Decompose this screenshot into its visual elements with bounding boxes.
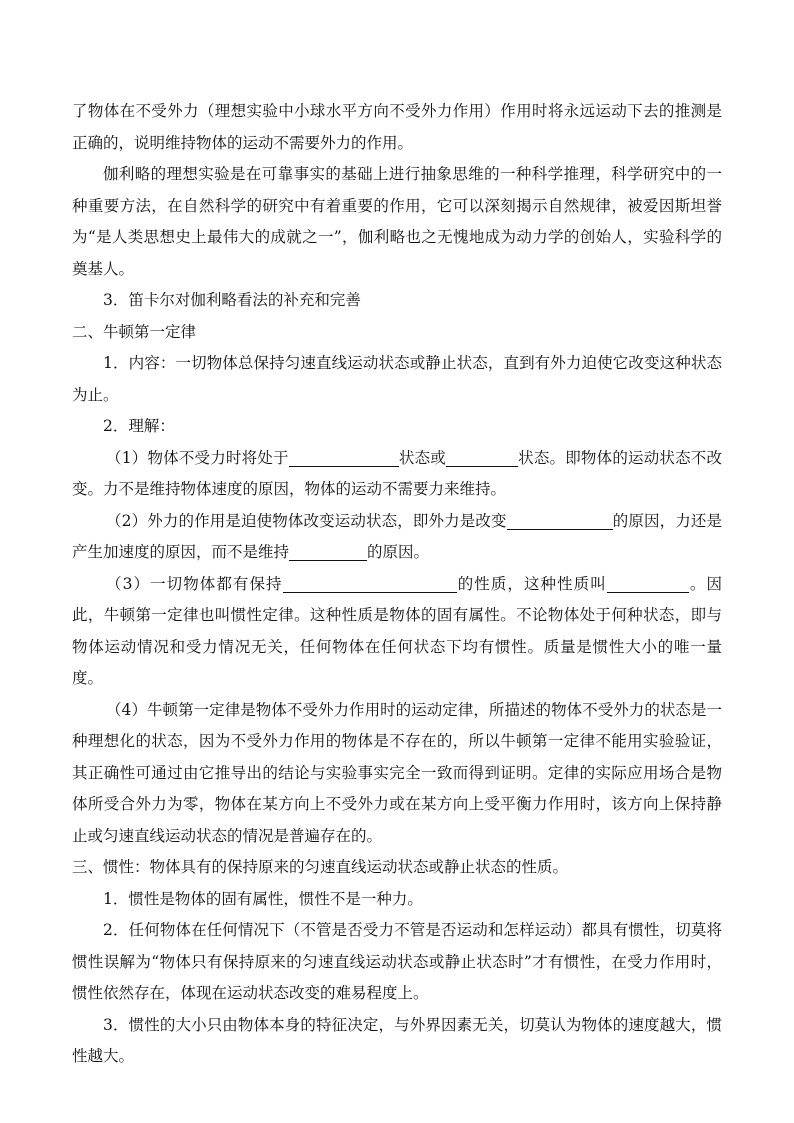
item-content: 1．内容：一切物体总保持匀速直线运动状态或静止状态，直到有外力迫使它改变这种状态为止。: [72, 354, 722, 404]
section-heading-inertia: 三、惯性：物体具有的保持原来的匀速直线运动状态或静止状态的性质。: [72, 858, 569, 876]
paragraph-ideal-experiment: 伽利略的理想实验是在可靠事实的基础上进行抽象思维的一种科学推理，科学研究中的一种重要方法，在自然科学的研究中有着重要的作用，它可以深刻揭示自然规律，被爱因斯坦誉为“是人类思想史上最伟大的成就之一”，伽利略也之无愧地成为动力学的创始人，实验科学的奠基人。: [72, 165, 722, 278]
fill-blank[interactable]: [607, 574, 689, 593]
inertia-point-1: 1．惯性是物体的固有属性，惯性不是一种力。: [103, 889, 423, 908]
text-fragment: 的原因，力还是产生加速度的原因，而不是维持: [72, 511, 722, 561]
section-heading-newton-first-law: 二、牛顿第一定律: [72, 322, 197, 341]
text-fragment: 状态或: [398, 448, 446, 467]
text-fragment: 。因此，牛顿第一定律也叫惯性定律。这种性质是物体的固有属性。不论物体处于何种状态，即与物体运动情况和受力情况无关，任何物体在任何状态下均有惯性。质量是惯性大小的唯一量度。: [72, 574, 722, 687]
text-fragment: 状态。即物体的运动状态不改变。力不是维持物体速度的原因，物体的运动不需要力来维持。: [72, 448, 722, 498]
text-fragment: 的原因。: [367, 543, 430, 561]
understanding-point-3: [72, 569, 722, 695]
fill-blank[interactable]: [289, 448, 399, 467]
paragraph-galileo-conclusion: 了物体在不受外力（理想实验中小球水平方向不受外力作用）作用时将永远运动下去的推测是正确的，说明维持物体的运动不需要外力的作用。: [72, 102, 722, 152]
fill-blank[interactable]: [507, 511, 613, 530]
inertia-point-2: 2．任何物体在任何情况下（不管是否受力不管是否运动和怎样运动）都具有惯性，切莫将惯性误解为“物体只有保持原来的匀速直线运动状态或静止状态时”才有惯性，在受力作用时，惯性依然存在，体现在运动状态改变的难易程度上。: [72, 921, 722, 1002]
item-understanding: 2．理解：: [103, 417, 175, 435]
text-fragment: （1）物体不受力时将处于: [106, 448, 289, 467]
inertia-point-3: 3．惯性的大小只由物体本身的特征决定，与外界因素无关，切莫认为物体的速度越大，惯性越大。: [72, 1015, 722, 1065]
text-fragment: （3）一切物体都有保持: [106, 574, 283, 593]
understanding-point-2: [72, 506, 722, 569]
fill-blank[interactable]: [446, 448, 518, 467]
understanding-point-4: （4）牛顿第一定律是物体不受外力作用时的运动定律，所描述的物体不受外力的状态是一种理想化的状态，因为不受外力作用的物体是不存在的，所以牛顿第一定律不能用实验验证，其正确性可通过由它推导出的结论与实验事实完全一致而得到证明。定律的实际应用场合是物体所受合外力为零，物体在某方向上不受外力或在某方向上受平衡力作用时，该方向上保持静止或匀速直线运动状态的情况是普遍存在的。: [72, 700, 722, 845]
fill-blank[interactable]: [283, 574, 457, 593]
text-fragment: （2）外力的作用是迫使物体改变运动状态，即外力是改变: [106, 511, 507, 530]
document-page: [72, 96, 722, 1073]
item-descartes: 3．笛卡尔对伽利略看法的补充和完善: [103, 291, 361, 309]
text-fragment: 的性质，这种性质叫: [456, 574, 607, 593]
fill-blank[interactable]: [289, 542, 367, 561]
understanding-point-1: [72, 443, 722, 506]
